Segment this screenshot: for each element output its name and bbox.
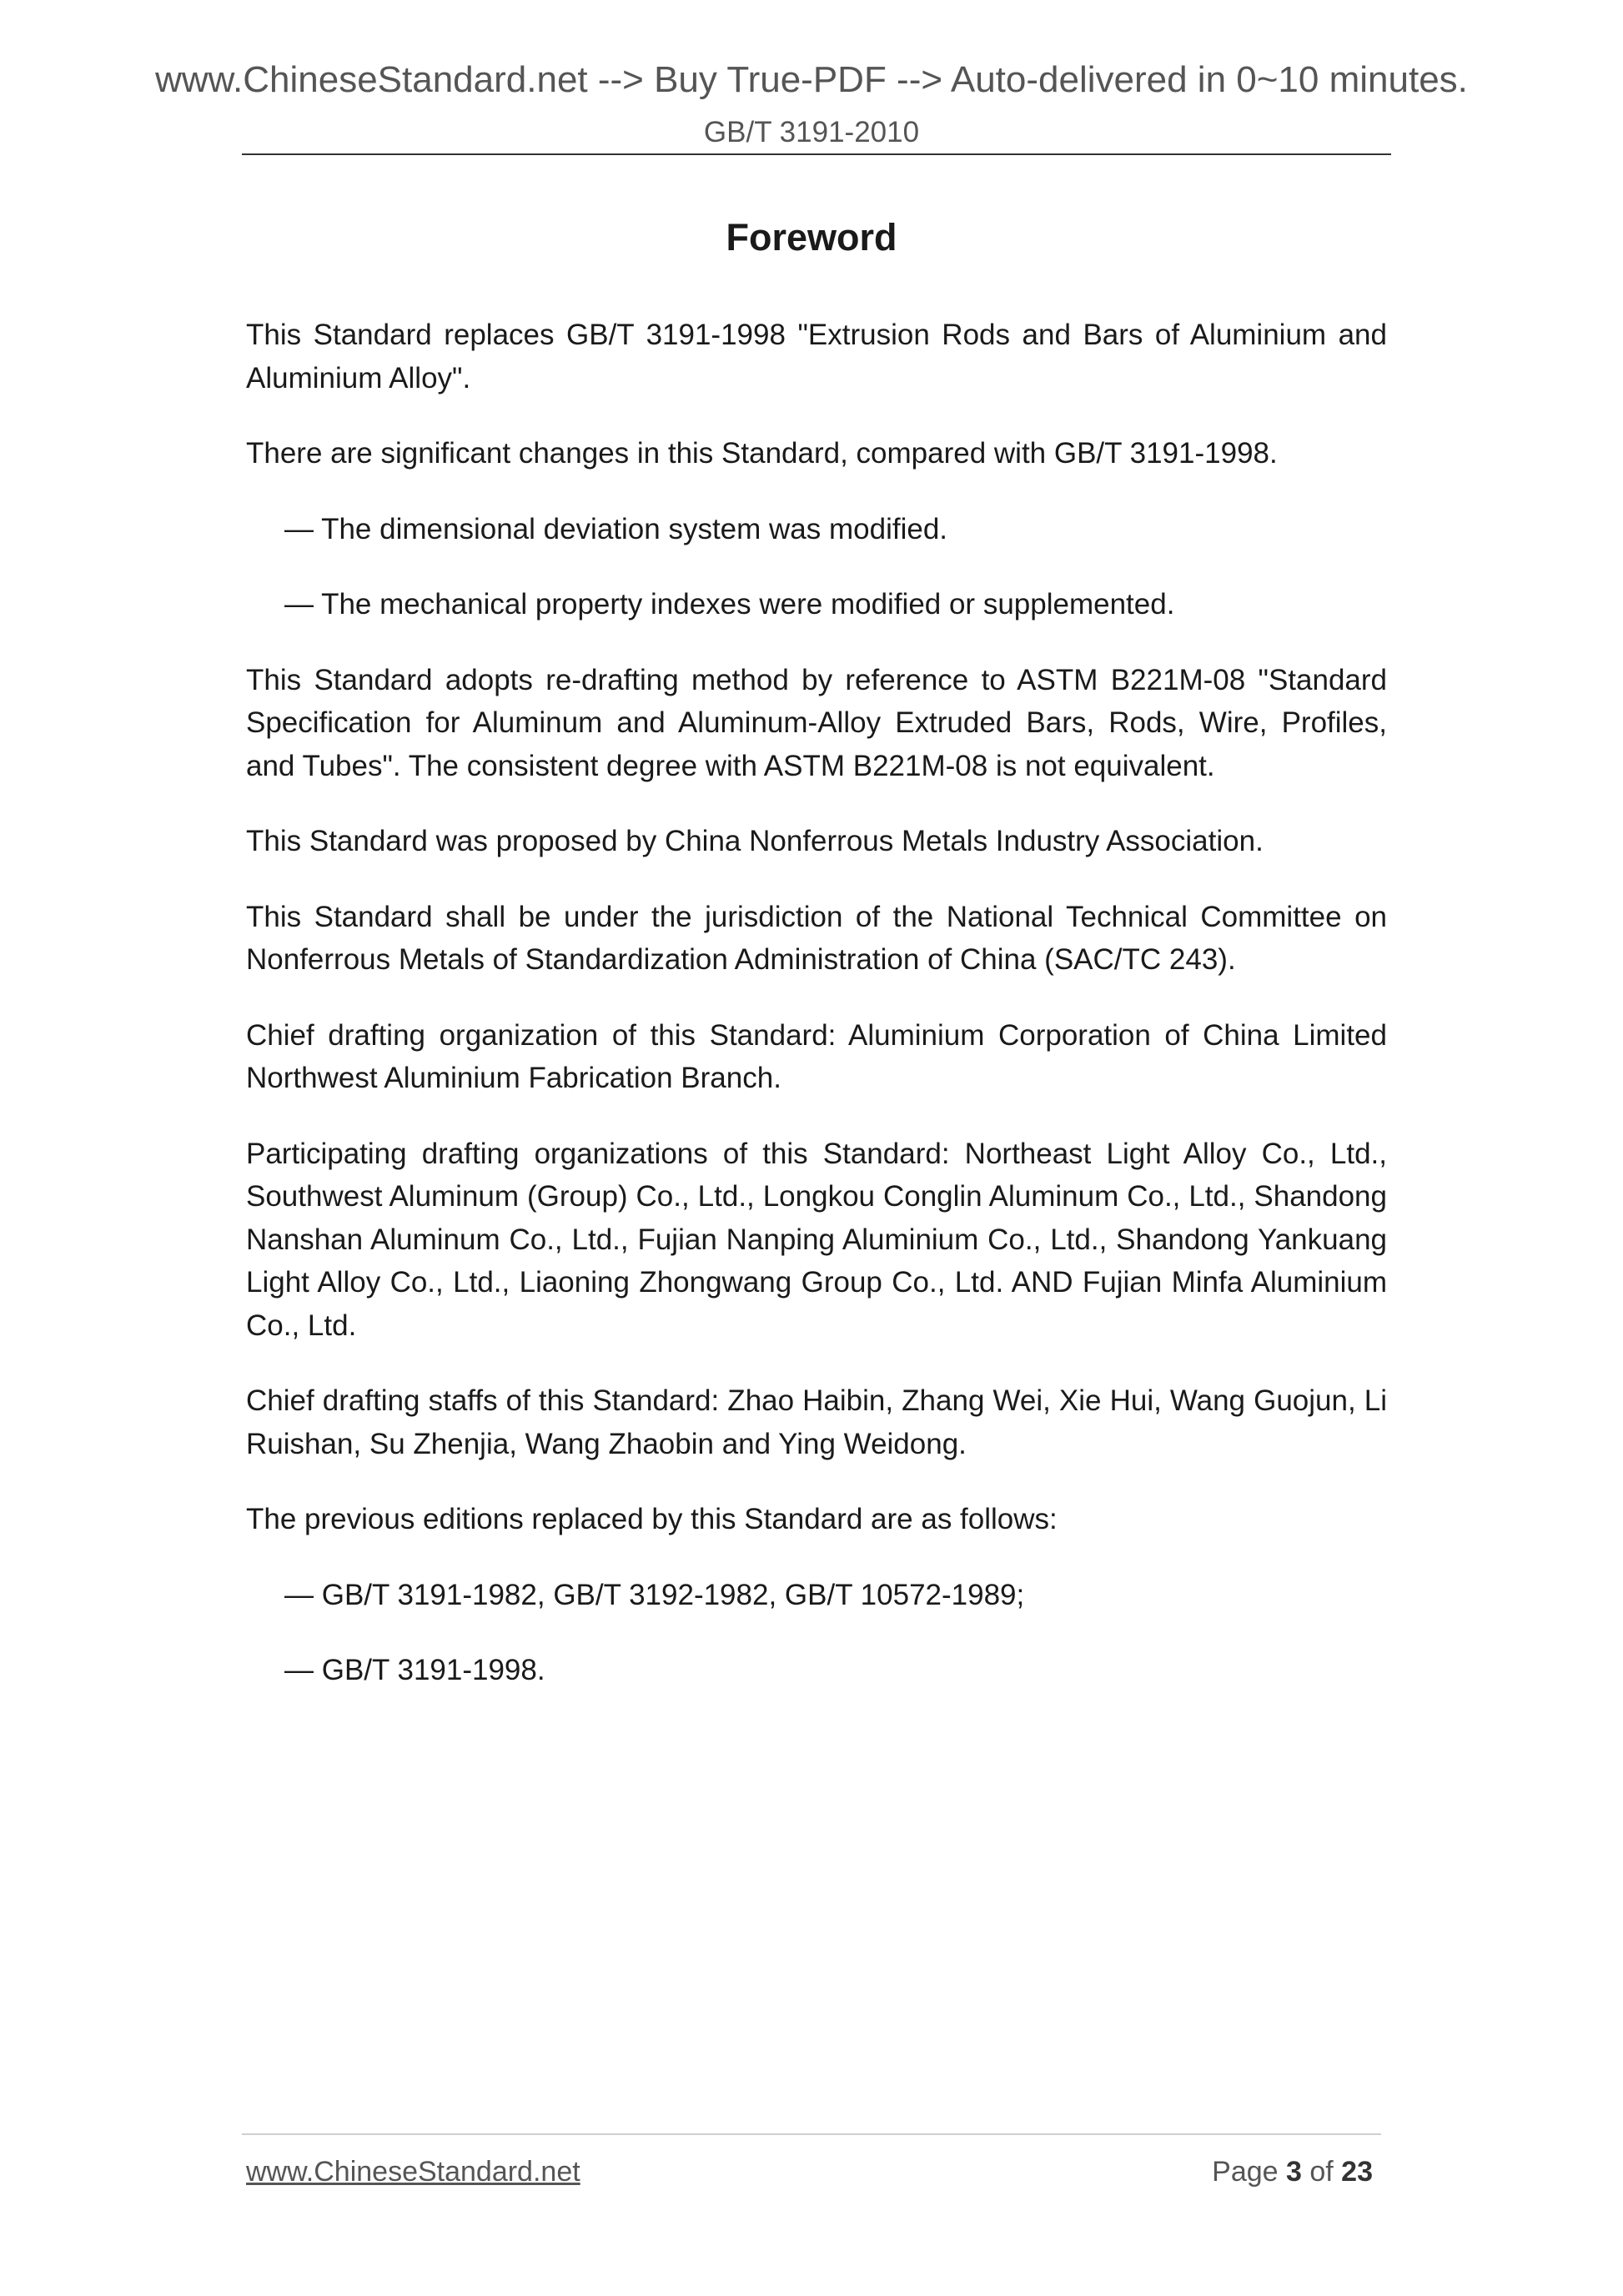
current-page: 3 <box>1286 2156 1302 2188</box>
paragraph-chief-organization: Chief drafting organization of this Standard: Aluminium Corporation of China Limited Northwest Aluminium Fabrication Branch. <box>246 1018 1387 1094</box>
list-item-change: — The mechanical property indexes were modified or supplemented. <box>284 588 1175 620</box>
page-title: Foreword <box>726 216 897 259</box>
paragraph-adoption: This Standard adopts re-drafting method by reference to ASTM B221M-08 "Standard Specification for Aluminum and Aluminum-Alloy Extruded Bars, Rods, Wire, Profiles, and Tubes". The consistent degree with ASTM B221M-08 is not equivalent. <box>246 663 1387 782</box>
site-banner: www.ChineseStandard.net --> Buy True-PDF --> Auto-delivered in 0~10 minutes. <box>155 59 1468 100</box>
paragraph-participating-organizations: Participating drafting organizations of this Standard: Northeast Light Alloy Co., Ltd., Southwest Aluminum (Group) Co., Ltd., Longkou Conglin Aluminum Co., Ltd., Shandong Nanshan Aluminum Co., Ltd., Fujian Nanping Aluminium Co., Ltd., Shandong Yankuang Light Alloy Co., Ltd., Liaoning Zhongwang Group Co., Ltd. AND Fujian Minfa Aluminium Co., Ltd. <box>246 1137 1387 1342</box>
paragraph-changes-intro: There are significant changes in this Standard, compared with GB/T 3191-1998. <box>246 437 1278 470</box>
list-item-edition: — GB/T 3191-1982, GB/T 3192-1982, GB/T 10572-1989; <box>284 1578 1025 1611</box>
header-divider <box>242 153 1391 155</box>
footer-site-link[interactable]: www.ChineseStandard.net <box>246 2156 580 2188</box>
standard-code: GB/T 3191-2010 <box>703 116 920 148</box>
list-item-change: — The dimensional deviation system was modified. <box>284 512 948 545</box>
paragraph-jurisdiction: This Standard shall be under the jurisdiction of the National Technical Committee on Nonferrous Metals of Standardization Administration of China (SAC/TC 243). <box>246 900 1387 976</box>
page-of: of <box>1301 2156 1342 2188</box>
page-prefix: Page <box>1212 2156 1286 2188</box>
paragraph-replaces: This Standard replaces GB/T 3191-1998 "Extrusion Rods and Bars of Aluminium and Aluminium Alloy". <box>246 319 1387 394</box>
paragraph-drafting-staff: Chief drafting staffs of this Standard: Zhao Haibin, Zhang Wei, Xie Hui, Wang Guojun, Li Ruishan, Su Zhenjia, Wang Zhaobin and Ying Weidong. <box>246 1384 1387 1460</box>
list-item-edition: — GB/T 3191-1998. <box>284 1654 545 1686</box>
total-pages: 23 <box>1341 2156 1373 2188</box>
paragraph-proposed-by: This Standard was proposed by China Nonferrous Metals Industry Association. <box>246 825 1264 857</box>
footer-divider <box>242 2133 1381 2135</box>
page-number <box>1212 2158 1373 2186</box>
foreword-body <box>246 314 1387 1725</box>
paragraph-previous-editions: The previous editions replaced by this Standard are as follows: <box>246 1503 1058 1535</box>
